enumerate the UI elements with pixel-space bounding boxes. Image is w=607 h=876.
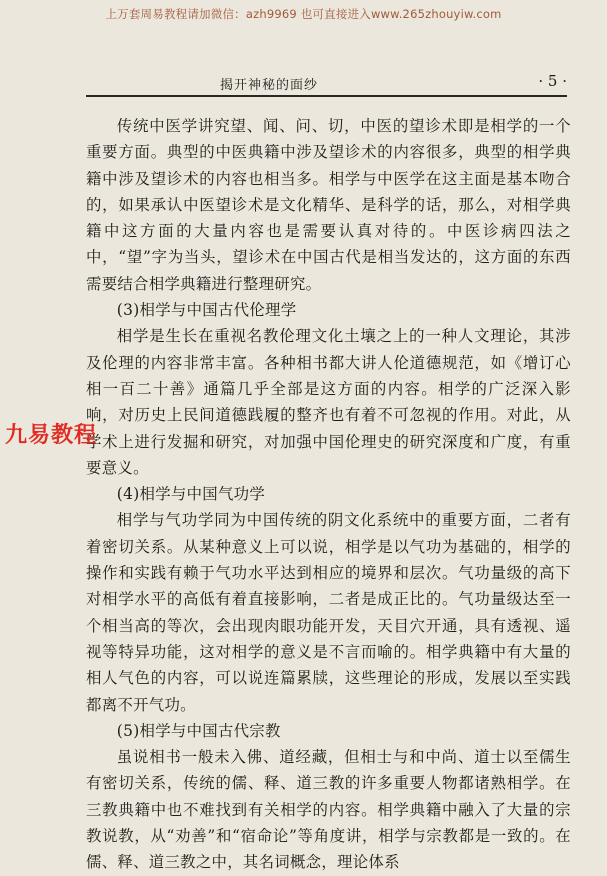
page-number: · 5 · (538, 72, 567, 90)
watermark-banner: 上万套周易教程请加微信：azh9969 也可直接进入www.265zhouyiw.com (105, 7, 502, 21)
section-heading-ethics: (3)相学与中国古代伦理学 (116, 301, 297, 320)
running-head-title: 揭开神秘的面纱 (220, 78, 319, 93)
section-heading-qigong: (4)相学与中国气功学 (116, 485, 266, 504)
body-text (86, 113, 571, 876)
header-rule (86, 95, 567, 97)
paragraph-religion: 虽说相书一般未入佛、道经藏，但相士与和中尚、道士以至儒生有密切关系，传统的儒、释、道三教的许多重要人物都诸熟相学。在三教典籍中也不难找到有关相学的内容。相学典籍中融入了大量的宗教说教，从“劝善”和“宿命论”等角度讲，相学与宗教都是一致的。在儒、释、道三教之中，其名词概念，理论体系 (86, 748, 571, 872)
paragraph-medicine: 传统中医学讲究望、闻、问、切，中医的望诊术即是相学的一个重要方面。典型的中医典籍中涉及望诊术的内容很多，典型的相学典籍中涉及望诊术的内容也相当多。相学与中医学在这主面是基本吻合的，如果承认中医望诊术是文化精华、是科学的话，那么，对相学典籍中这方面的大量内容也是需要认真对待的。中医诊病四法之中，“望”字为当头，望诊术在中国古代是相当发达的，这方面的东西需要结合相学典籍进行整理研究。 (86, 117, 571, 293)
running-head (108, 74, 567, 92)
paragraph-ethics: 相学是生长在重视名教伦理文化土壤之上的一种人文理论，其涉及伦理的内容非常丰富。各种相书都大讲人伦道德规范，如《增订心相一百二十善》通篇几乎全部是这方面的内容。相学的广泛深入影响，对历史上民间道德践履的整齐也有着不可忽视的作用。对此，从学术上进行发掘和研究，对加强中国伦理史的研究深度和广度，有重要意义。 (86, 327, 571, 477)
section-heading-religion: (5)相学与中国古代宗教 (116, 721, 281, 740)
paragraph-qigong: 相学与气功学同为中国传统的阴文化系统中的重要方面，二者有着密切关系。从某种意义上可以说，相学是以气功为基础的，相学的操作和实践有赖于气功水平达到相应的境界和层次。气功量级的高下对相学水平的高低有着直接影响，二者是成正比的。气功量级达至一个相当高的等次，会出现肉眼功能开发，天目穴开通，具有透视、遥视等特异功能，这对相学的意义是不言而喻的。相学典籍中有大量的相人气色的内容，可以说连篇累牍，这些理论的形成，发展以至实践都离不开气功。 (86, 511, 571, 714)
watermark-stamp: 九易教程 (5, 423, 98, 448)
